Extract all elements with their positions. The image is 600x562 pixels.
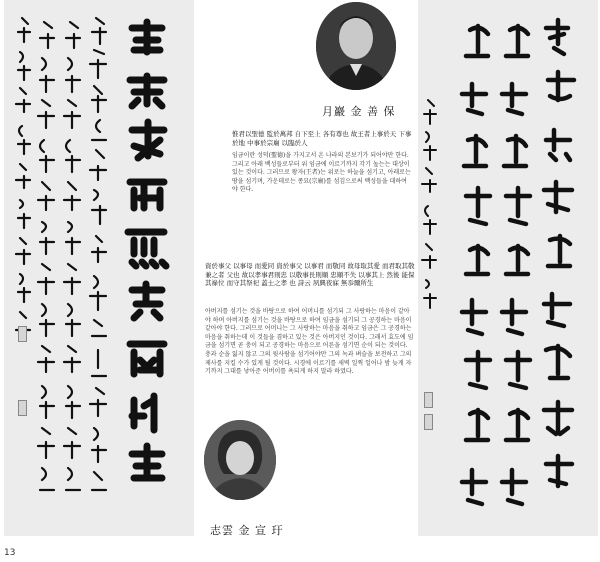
calligraphy-scroll-right — [418, 0, 598, 536]
portrait-image — [204, 420, 276, 500]
seal-stamp — [424, 414, 433, 430]
page-number: 13 — [4, 548, 16, 558]
korean-translation-1: 임금이란 성덕(聖德)을 가지고서 온 나라의 본보기가 되어야만 한다. 그리고 아래 백성들로부터 위 임금에 이르기까지 각기 높는는 대상이 있는 것이다. 그러므로 왕자(王者)는 위로는 하늘을 섬기고, 아래로는 땅을 섬기며, 가운데로는 종묘(宗廟)를 섬김으로써 백성들을 대하여야 한다. — [232, 152, 411, 194]
artist-caption-top: 月巖 金 善 保 — [322, 105, 396, 118]
portrait-photo-woman — [204, 420, 276, 500]
hanja-passage-2: 資於事父 以事母 而愛同 資於事父 以事君 而敬同 故母取其愛 而君取其敬 兼之者 父也 故以孝事君則忠 以敬事長則順 忠順不失 以事其上 然後 能保其祿位 而守其祭祀 蓋士之孝 也 詩云 夙興夜寐 無忝爾所生 — [205, 262, 415, 288]
calligraphy-scroll-left — [4, 0, 194, 536]
portrait-image — [316, 2, 396, 90]
calligraphy-strokes-left — [4, 0, 194, 536]
korean-translation-2: 아버지를 섬기는 것을 바탕으로 하여 어머니를 섬기되 그 사랑하는 마음이 같아야 하며 아버지를 섬기는 것을 바탕으로 하여 임금을 섬기되 그 공경하는 마음이 같아야 한다. 그러므로 어머니는 그 사랑하는 마음을 취하고 임금은 그 공경하는 마음을 취하는데 이 것들을 겸하고 있는 것은 아버지인 것이다. 그래서 효도에 임금을 섬기면 곧 충이 되고 공경하는 마음으로 어른을 섬기면 순이 되는 것이다. 충과 순을 잃지 않고 그의 윗사람을 섬기어야만 그의 녹과 벼슬을 보전하고 그의 제사를 지킬 수가 있게 될 것이다. 시경에 이르기를 새벽 일찍 일어나 밤 늦게 자기까지 그대를 낳아준 어버이를 욕되게 하지 말라 하였다. — [205, 308, 414, 376]
calligraphy-strokes-right — [418, 0, 598, 536]
seal-stamp — [18, 326, 27, 342]
artist-caption-bottom: 志雲 金 宣 玗 — [210, 524, 284, 537]
seal-stamp — [424, 392, 433, 408]
hanja-passage-1: 惟君以聖德 監於萬邦 自下至上 各有尊也 故王者上事於天 下事於地 中事於宗廟 以臨於人 — [232, 130, 412, 147]
portrait-photo-man — [316, 2, 396, 90]
seal-stamp — [18, 400, 27, 416]
